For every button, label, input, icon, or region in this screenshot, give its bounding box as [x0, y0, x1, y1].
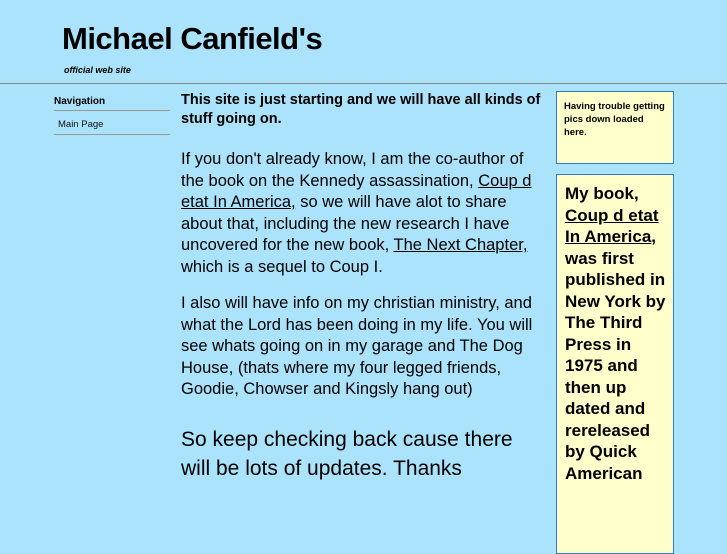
promo-body: , was first published in New York by The Third Press in 1975 and then up dated and rereleased by Quick American [565, 227, 666, 483]
promo-book-link[interactable]: Coup d etat In America [565, 205, 659, 247]
sidebar-heading: Navigation [54, 96, 106, 108]
coauthor-text-after: which is a sequel to Coup I. [181, 257, 383, 276]
intro-paragraph: This site is just starting and we will have all kinds of stuff going on. [181, 92, 541, 128]
note-box: Having trouble getting pics down loaded here. [556, 91, 674, 164]
content-area [0, 84, 727, 501]
promo-intro: My book, [565, 184, 639, 204]
coup-detat-link[interactable]: Coup d etat In America, [181, 171, 532, 212]
sidebar-divider-bottom [54, 134, 170, 135]
right-rail [556, 84, 674, 554]
main-article [181, 91, 541, 501]
closing-paragraph: So keep checking back cause there will be lots of updates. Thanks [181, 427, 513, 480]
coauthor-paragraph [181, 149, 541, 278]
ministry-paragraph: I also will have info on my christian ministry, and what the Lord has been doing in my life. You will see whats going on in my garage and The Dog House, (thats where my four legged friends, Goodie, Chowser and Kingsly hang out) [181, 294, 533, 399]
coauthor-text-before: If you don't already know, I am the co-author of the book on the Kennedy assassination, [181, 150, 524, 190]
coauthor-text-middle: so we will have alot to share about that, including the new research I have uncovered for the new book, [181, 193, 510, 255]
next-chapter-link[interactable]: The Next Chapter, [393, 236, 528, 255]
sidebar [54, 96, 174, 135]
site-subtitle: official web site [64, 65, 131, 76]
sidebar-nav-list [54, 117, 174, 133]
sidebar-item-main-page[interactable]: Main Page [58, 119, 104, 131]
sidebar-divider-top [54, 110, 170, 111]
book-promo-box [556, 174, 674, 554]
page-title: Michael Canfield's [62, 21, 323, 56]
site-header [0, 0, 727, 75]
